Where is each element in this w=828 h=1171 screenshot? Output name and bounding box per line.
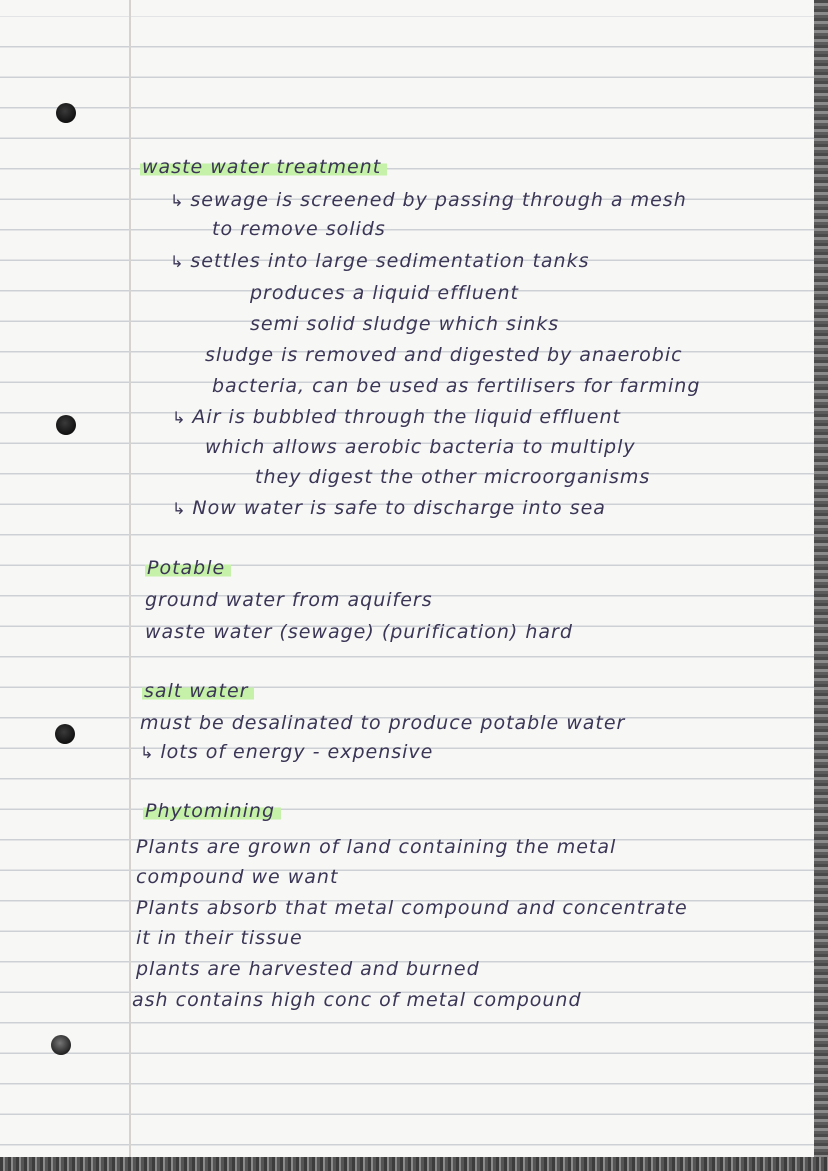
punch-hole — [55, 724, 75, 744]
note-line: ground water from aquifers — [145, 589, 433, 611]
note-line: ↳ settles into large sedimentation tanks — [170, 250, 590, 272]
punch-hole — [56, 415, 76, 435]
heading-potable: Potable — [145, 556, 231, 580]
heading-waste-water-treatment: waste water treatment — [140, 155, 387, 179]
arrow-icon: ↳ — [140, 743, 155, 762]
arrow-icon: ↳ — [172, 499, 187, 518]
note-line: ↳ lots of energy - expensive — [140, 741, 434, 763]
note-line: compound we want — [136, 866, 339, 888]
heading-phytomining: Phytomining — [143, 799, 281, 823]
note-line: produces a liquid effluent — [250, 282, 519, 304]
note-line: semi solid sludge which sinks — [250, 313, 560, 335]
note-line: must be desalinated to produce potable water — [140, 712, 626, 734]
note-line: sludge is removed and digested by anaerobic — [205, 344, 683, 366]
background-carpet — [0, 1157, 828, 1171]
arrow-icon: ↳ — [170, 191, 185, 210]
arrow-icon: ↳ — [170, 252, 185, 271]
note-line: bacteria, can be used as fertilisers for farming — [212, 375, 701, 397]
note-line: they digest the other microorganisms — [255, 466, 651, 488]
margin-line — [129, 0, 131, 1158]
note-line: which allows aerobic bacteria to multiply — [205, 436, 636, 458]
note-line: ↳ Now water is safe to discharge into sea — [172, 497, 606, 519]
note-line: ↳ sewage is screened by passing through a mesh — [170, 189, 687, 211]
punch-hole — [56, 103, 76, 123]
note-line: ↳ Air is bubbled through the liquid effluent — [172, 406, 621, 428]
background-carpet — [814, 0, 828, 1171]
note-line: it in their tissue — [136, 927, 303, 949]
note-line: Plants are grown of land containing the metal — [136, 836, 617, 858]
arrow-icon: ↳ — [172, 408, 187, 427]
note-line: waste water (sewage) (purification) hard — [145, 621, 573, 643]
note-line: to remove solids — [212, 218, 386, 240]
punch-hole — [51, 1035, 71, 1055]
note-line: Plants absorb that metal compound and concentrate — [136, 897, 688, 919]
note-line: ash contains high conc of metal compound — [132, 989, 582, 1011]
note-line: plants are harvested and burned — [136, 958, 480, 980]
heading-salt-water: salt water — [142, 679, 254, 703]
